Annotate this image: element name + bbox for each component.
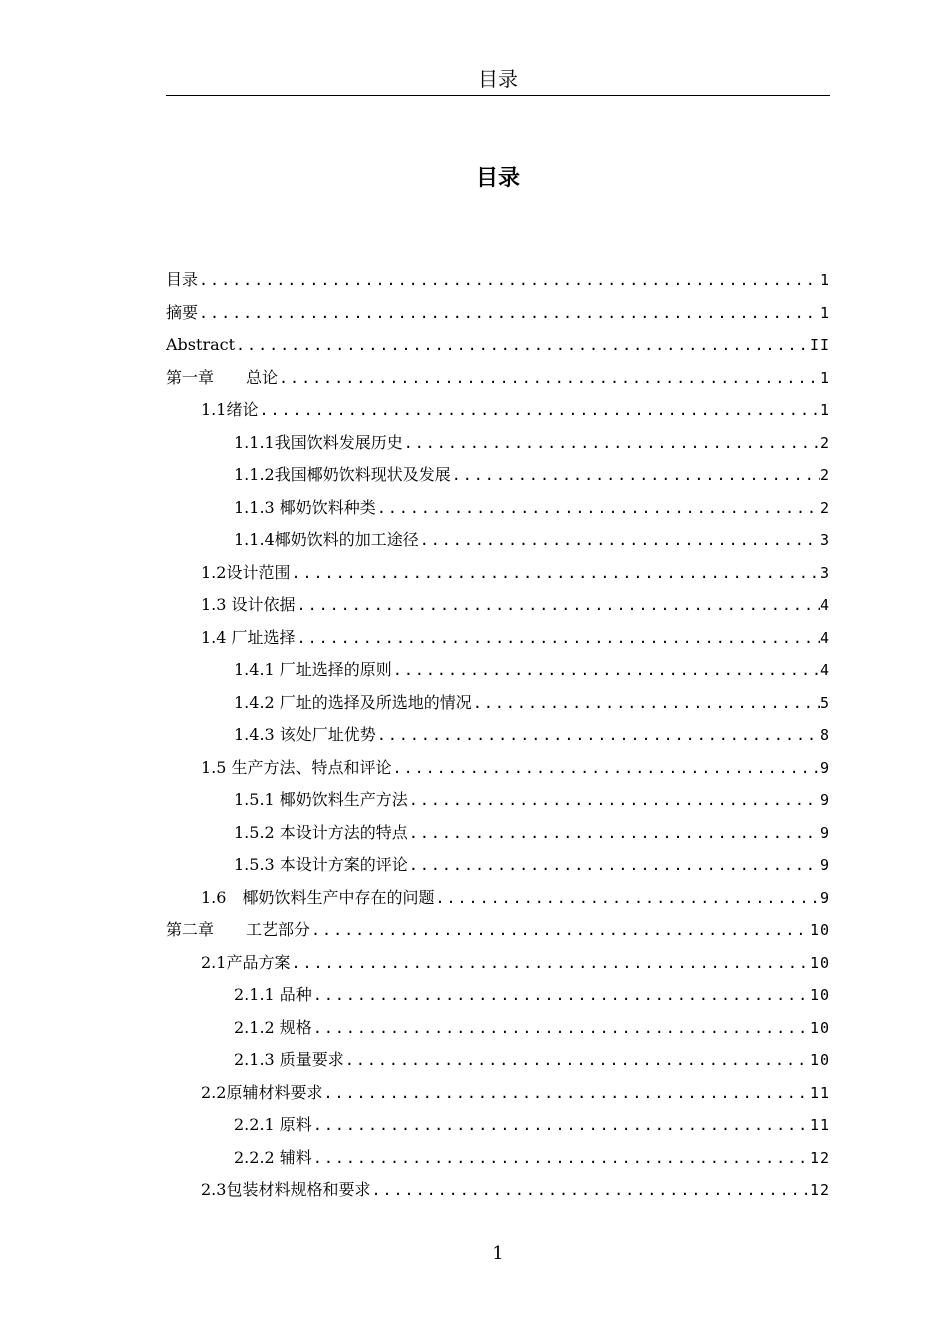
toc-entry-page: 10 xyxy=(809,1051,830,1069)
document-title: 目录 xyxy=(475,165,520,191)
toc-entry[interactable] xyxy=(166,557,830,590)
toc-entry[interactable] xyxy=(166,687,830,720)
toc-entry[interactable] xyxy=(166,719,830,752)
toc-entry-page: 11 xyxy=(809,1116,830,1134)
toc-leader-dots xyxy=(290,557,820,590)
toc-entry-page: 9 xyxy=(819,791,830,809)
toc-leader-dots xyxy=(198,297,820,330)
toc-leader-dots xyxy=(392,752,820,785)
toc-entry[interactable] xyxy=(166,882,830,915)
toc-entry[interactable] xyxy=(166,264,830,297)
toc-leader-dots xyxy=(312,1109,810,1142)
toc-leader-dots xyxy=(310,914,810,947)
toc-entry-label: 1.4.3 该处厂址优势 xyxy=(234,725,376,744)
toc-entry-label: 2.1.3 质量要求 xyxy=(234,1050,344,1069)
toc-leader-dots xyxy=(451,459,820,492)
toc-leader-dots xyxy=(296,589,820,622)
toc-entry-label: 1.4 厂址选择 xyxy=(201,627,296,647)
toc-leader-dots xyxy=(376,492,820,525)
toc-entry-label: 2.2.1 原料 xyxy=(234,1115,312,1134)
table-of-contents xyxy=(166,264,830,1207)
toc-entry-label: 1.5.3 本设计方案的评论 xyxy=(234,855,408,874)
toc-leader-dots xyxy=(312,979,810,1012)
toc-entry[interactable] xyxy=(166,394,830,427)
toc-entry[interactable] xyxy=(166,427,830,460)
toc-entry-label: 目录 xyxy=(166,270,199,289)
toc-entry-label: 2.2原辅材料要求 xyxy=(201,1082,323,1102)
toc-entry[interactable] xyxy=(166,362,830,395)
toc-leader-dots xyxy=(290,947,809,980)
toc-entry[interactable] xyxy=(166,1077,830,1110)
toc-entry-page: 9 xyxy=(819,823,830,842)
toc-entry[interactable] xyxy=(166,524,830,557)
toc-leader-dots xyxy=(419,524,820,557)
toc-entry[interactable] xyxy=(166,1044,830,1077)
toc-entry-page: 2 xyxy=(819,433,830,452)
toc-entry-label: 1.2设计范围 xyxy=(201,562,291,582)
toc-entry-page: 2 xyxy=(819,466,830,484)
running-header: 目录 xyxy=(478,67,518,91)
toc-entry-page: 2 xyxy=(819,498,830,517)
toc-entry[interactable] xyxy=(166,784,830,817)
toc-leader-dots xyxy=(408,817,820,850)
toc-entry-page: 12 xyxy=(809,1148,830,1167)
toc-entry[interactable] xyxy=(166,654,830,687)
toc-entry[interactable] xyxy=(166,914,830,947)
toc-leader-dots xyxy=(408,849,820,882)
toc-entry-page: 1 xyxy=(819,401,830,419)
toc-entry-label: 2.2.2 辅料 xyxy=(234,1147,312,1167)
toc-entry-label: 2.1.1 品种 xyxy=(234,985,312,1004)
toc-leader-dots xyxy=(344,1044,810,1077)
toc-entry-page: 9 xyxy=(819,856,830,874)
toc-leader-dots xyxy=(258,394,820,427)
toc-entry-page: 4 xyxy=(819,661,830,679)
toc-entry[interactable] xyxy=(166,329,830,362)
toc-leader-dots xyxy=(403,427,820,460)
toc-entry[interactable] xyxy=(166,849,830,882)
toc-entry-page: 4 xyxy=(819,596,830,614)
toc-entry[interactable] xyxy=(166,1109,830,1142)
toc-entry[interactable] xyxy=(166,459,830,492)
toc-entry-label: 摘要 xyxy=(166,302,199,322)
toc-entry[interactable] xyxy=(166,622,830,655)
toc-entry-label: 1.1.4椰奶饮料的加工途径 xyxy=(234,530,419,549)
toc-entry-page: II xyxy=(809,336,830,354)
toc-entry-page: 1 xyxy=(819,303,830,322)
toc-entry-label: 1.1绪论 xyxy=(201,400,259,419)
toc-leader-dots xyxy=(392,654,820,687)
toc-entry-page: 9 xyxy=(819,758,830,777)
toc-leader-dots xyxy=(472,687,820,720)
toc-entry-page: 1 xyxy=(819,368,830,387)
toc-entry[interactable] xyxy=(166,979,830,1012)
toc-leader-dots xyxy=(198,264,820,297)
toc-leader-dots xyxy=(296,622,820,655)
toc-entry[interactable] xyxy=(166,1142,830,1175)
toc-entry-label: 1.1.3 椰奶饮料种类 xyxy=(234,497,376,517)
toc-entry-page: 10 xyxy=(809,953,830,972)
toc-entry-label: 1.4.1 厂址选择的原则 xyxy=(234,660,392,679)
toc-entry-page: 9 xyxy=(819,888,830,907)
toc-entry[interactable] xyxy=(166,492,830,525)
toc-entry-page: 10 xyxy=(809,986,830,1004)
toc-entry-page: 1 xyxy=(819,271,830,289)
toc-leader-dots xyxy=(434,882,820,915)
toc-entry-label: 1.1.1我国饮料发展历史 xyxy=(234,432,403,452)
toc-entry-page: 10 xyxy=(809,1018,830,1037)
toc-entry-page: 8 xyxy=(819,726,830,744)
toc-entry-label: 1.4.2 厂址的选择及所选地的情况 xyxy=(234,692,472,712)
toc-entry-label: 1.5.1 椰奶饮料生产方法 xyxy=(234,790,408,809)
toc-entry-page: 12 xyxy=(809,1181,830,1199)
toc-leader-dots xyxy=(370,1174,809,1207)
toc-entry[interactable] xyxy=(166,589,830,622)
toc-leader-dots xyxy=(322,1077,809,1110)
toc-entry-label: 2.3包装材料规格和要求 xyxy=(201,1180,371,1199)
toc-entry-label: 1.6 椰奶饮料生产中存在的问题 xyxy=(201,887,435,907)
page-number: 1 xyxy=(492,1243,504,1264)
toc-entry-label: 1.5 生产方法、特点和评论 xyxy=(201,757,392,777)
toc-entry-page: 10 xyxy=(809,921,830,939)
toc-entry-page: 3 xyxy=(819,531,830,549)
toc-leader-dots xyxy=(376,719,820,752)
toc-entry-label: 第一章 总论 xyxy=(166,367,279,387)
toc-entry[interactable] xyxy=(166,817,830,850)
toc-entry[interactable] xyxy=(166,752,830,785)
toc-leader-dots xyxy=(408,784,820,817)
toc-entry[interactable] xyxy=(166,1012,830,1045)
header-rule xyxy=(166,95,830,96)
toc-entry-label: 1.5.2 本设计方法的特点 xyxy=(234,822,408,842)
toc-entry-page: 4 xyxy=(819,628,830,647)
toc-entry-page: 11 xyxy=(809,1083,830,1102)
toc-leader-dots xyxy=(278,362,820,395)
toc-entry-page: 5 xyxy=(819,693,830,712)
toc-entry-label: 1.1.2我国椰奶饮料现状及发展 xyxy=(234,465,451,484)
toc-leader-dots xyxy=(235,329,810,362)
toc-entry-label: 2.1产品方案 xyxy=(201,952,291,972)
toc-entry-label: 2.1.2 规格 xyxy=(234,1017,312,1037)
toc-entry-page: 3 xyxy=(819,563,830,582)
toc-leader-dots xyxy=(312,1012,810,1045)
toc-entry-label: 1.3 设计依据 xyxy=(201,595,296,614)
toc-leader-dots xyxy=(312,1142,810,1175)
toc-entry-label: 第二章 工艺部分 xyxy=(166,920,311,939)
toc-entry[interactable] xyxy=(166,947,830,980)
toc-entry[interactable] xyxy=(166,1174,830,1207)
toc-entry-label: Abstract xyxy=(166,335,236,354)
toc-entry[interactable] xyxy=(166,297,830,330)
